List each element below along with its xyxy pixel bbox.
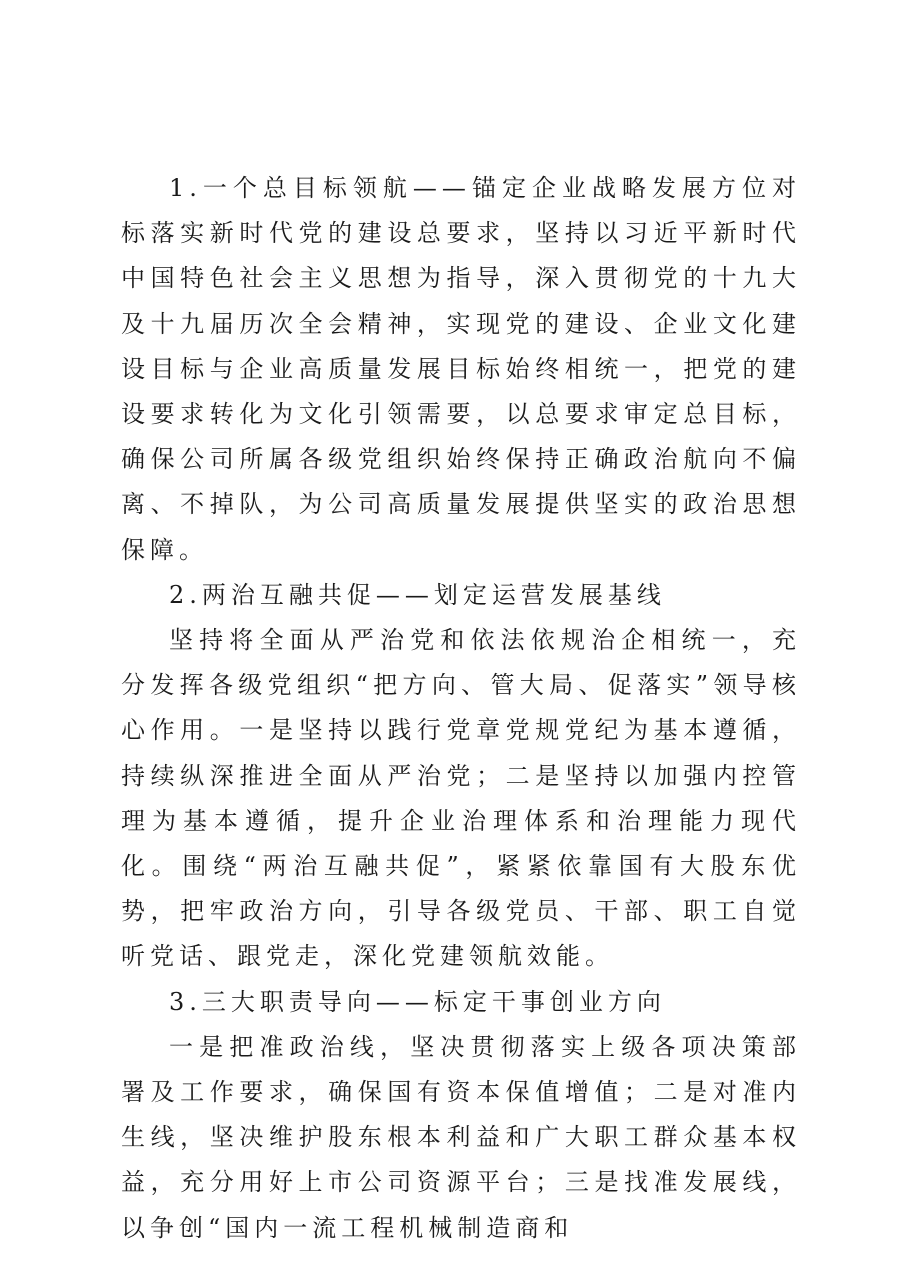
document-body — [121, 166, 801, 1251]
section-heading-two: 2.两治互融共促——划定运营发展基线 — [169, 580, 666, 609]
section-heading-three: 3.三大职责导向——标定干事创业方向 — [169, 987, 666, 1016]
paragraph-governance: 坚持将全面从严治党和依法依规治企相统一，充分发挥各级党组织“把方向、管大局、促落实”领导核心作用。一是坚持以践行党章党规党纪为基本遵循，持续纵深推进全面从严治党；二是坚持以加强内控管理为基本遵循，提升企业治理体系和治理能力现代化。围绕“两治互融共促”，紧紧依靠国有大股东优势，把牢政治方向，引导各级党员、干部、职工自觉听党话、跟党走，深化党建领航效能。 — [121, 626, 801, 971]
paragraph-goal: 1.一个总目标领航——锚定企业战略发展方位对标落实新时代党的建设总要求，坚持以习近平新时代中国特色社会主义思想为指导，深入贯彻党的十九大及十九届历次全会精神，实现党的建设、企业文化建设目标与企业高质量发展目标始终相统一，把党的建设要求转化为文化引领需要，以总要求审定总目标，确保公司所属各级党组织始终保持正确政治航向不偏离、不掉队，为公司高质量发展提供坚实的政治思想保障。 — [121, 174, 801, 564]
paragraph-responsibilities: 一是把准政治线，坚决贯彻落实上级各项决策部署及工作要求，确保国有资本保值增值；二是对准内生线，坚决维护股东根本利益和广大职工群众基本权益，充分用好上市公司资源平台；三是找准发展线，以争创“国内一流工程机械制造商和 — [121, 1032, 801, 1242]
